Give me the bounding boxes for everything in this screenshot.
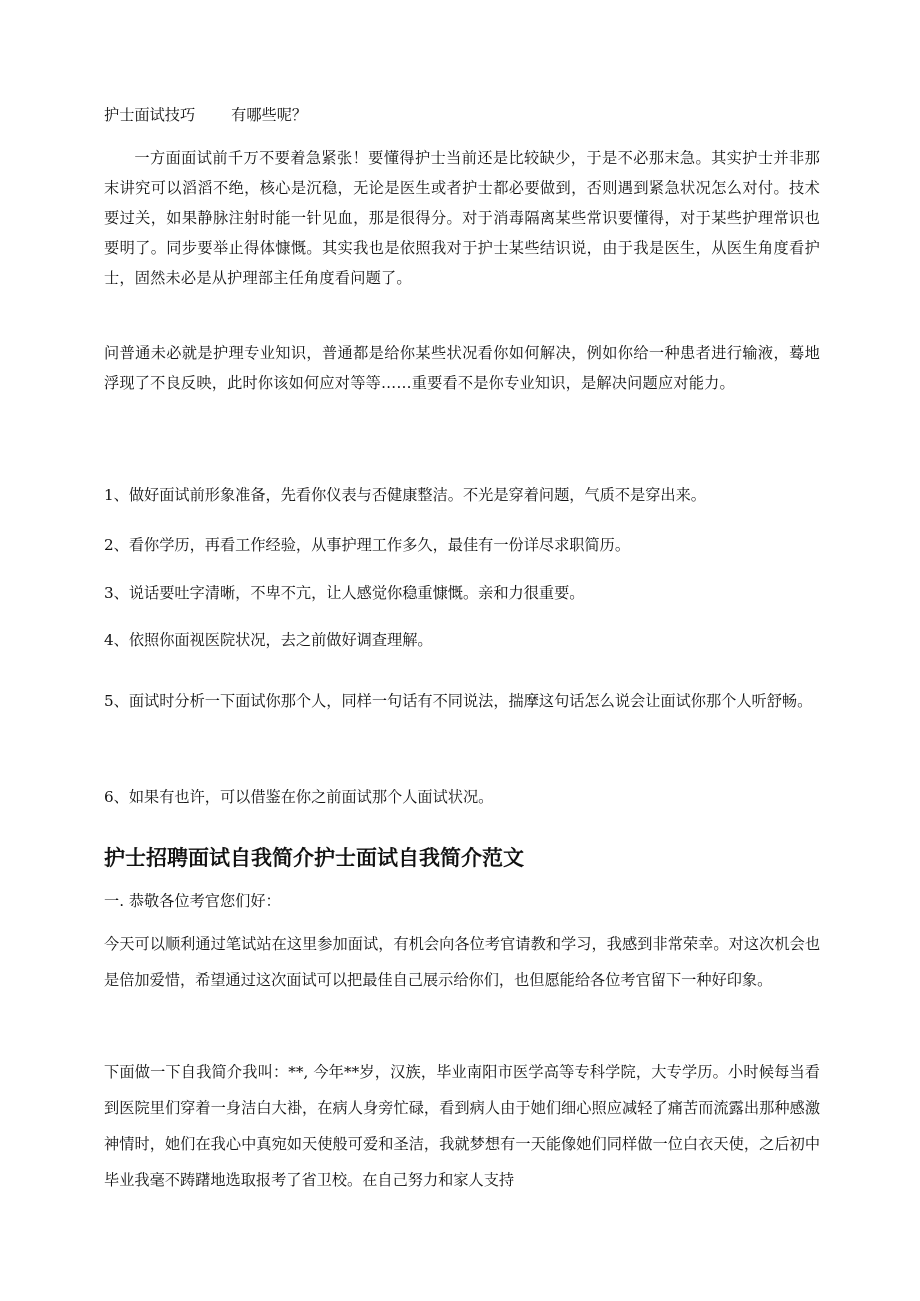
doc-title-suffix: 有哪些呢？ [231, 106, 308, 124]
doc-title-main: 护士面试技巧 [104, 106, 196, 124]
list-item-2: 2、看你学历，再看工作经验，从事护理工作多久，最佳有一份详尽求职简历。 [104, 536, 631, 554]
body-paragraph-b: 下面做一下自我简介我叫：**, 今年**岁，汉族，毕业南阳市医学高等专科学院，大专学历。小时候每当看到医院里们穿着一身洁白大褂，在病人身旁忙碌，看到病人由于她们细心照应减轻了痛苦而流露出那种感激神情时，她们在我心中真宛如天使般可爱和圣洁，我就梦想有一天能像她们同样做一位白衣天使，之后初中毕业我毫不踌躇地选取报考了省卫校。在自己努力和家人支持 [104, 1063, 820, 1189]
body-paragraph-a: 今天可以顺利通过笔试站在这里参加面试，有机会向各位考官请教和学习，我感到非常荣幸。对这次机会也是倍加爱惜，希望通过这次面试可以把最佳自己展示给你们，也但愿能给各位考官留下一种好印象。 [104, 935, 820, 989]
question-paragraph: 问普通未必就是护理专业知识，普通都是给你某些状况看你如何解决，例如你给一种患者进行输液，蓦地浮现了不良反映，此时你该如何应对等等……重要看不是你专业知识，是解决问题应对能力。 [104, 344, 820, 392]
list-item-6: 6、如果有也许，可以借鉴在你之前面试那个人面试状况。 [104, 788, 494, 806]
list-item-5: 5、面试时分析一下面试你那个人，同样一句话有不同说法，揣摩这句话怎么说会让面试你那个人听舒畅。 [104, 692, 813, 710]
list-item-4: 4、依照你面视医院状况，去之前做好调查理解。 [104, 631, 433, 649]
greeting-line: 一. 恭敬各位考官您们好： [104, 892, 281, 910]
doc-title [104, 104, 307, 126]
list-item-3: 3、说话要吐字清晰，不卑不亢，让人感觉你稳重慷慨。亲和力很重要。 [104, 584, 585, 602]
list-item-1: 1、做好面试前形象准备，先看你仪表与否健康整洁。不光是穿着问题，气质不是穿出来。 [104, 486, 706, 504]
section-heading: 护士招聘面试自我简介护士面试自我简介范文 [104, 845, 524, 870]
intro-paragraph: 一方面面试前千万不要着急紧张！要懂得护士当前还是比较缺少，于是不必那末急。其实护士并非那末讲究可以滔滔不绝，核心是沉稳，无论是医生或者护士都必要做到，否则遇到紧急状况怎么对付。技术要过关，如果静脉注射时能一针见血，那是很得分。对于消毒隔离某些常识要懂得，对于某些护理常识也要明了。同步要举止得体慷慨。其实我也是依照我对于护士某些结识说，由于我是医生，从医生角度看护士，固然未必是从护理部主任角度看问题了。 [104, 149, 820, 287]
